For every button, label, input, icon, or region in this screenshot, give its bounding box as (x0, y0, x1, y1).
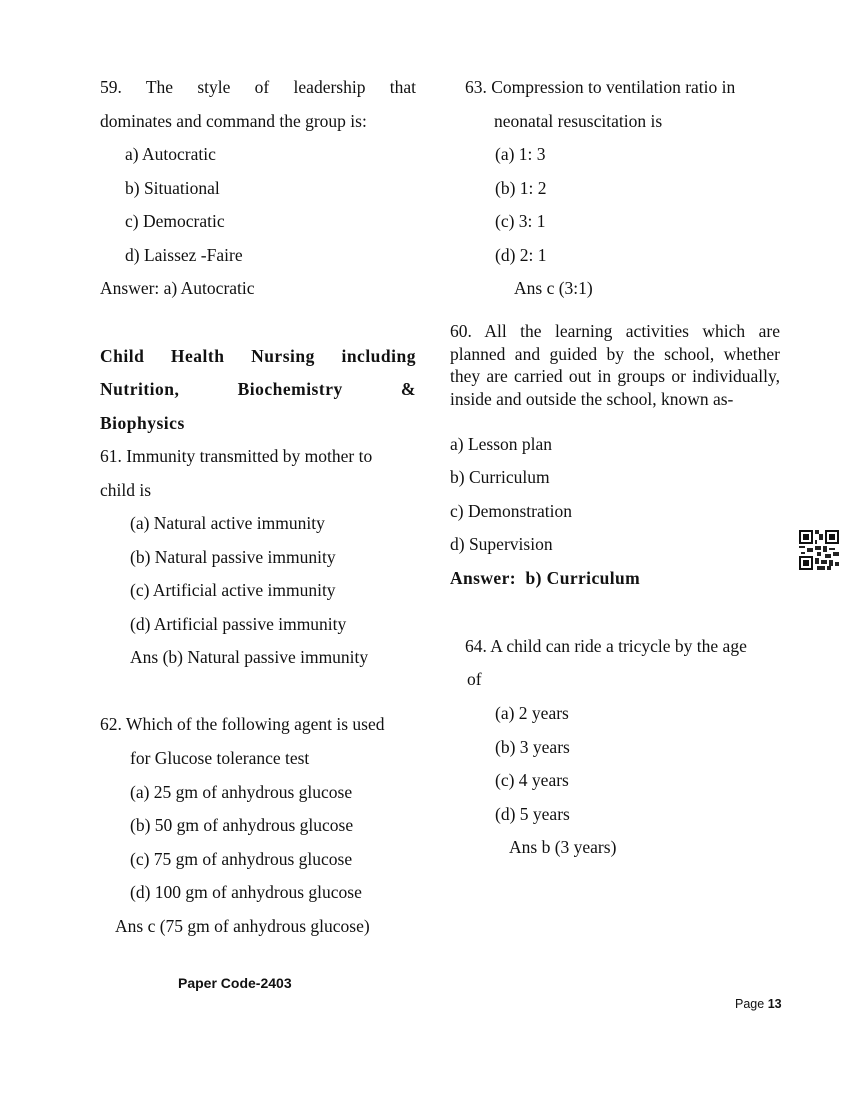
question-text: 61. Immunity transmitted by mother to (100, 446, 373, 466)
option: (b) 1: 2 (495, 178, 547, 198)
option: (b) Natural passive immunity (130, 547, 336, 567)
option: (d) 2: 1 (495, 245, 547, 265)
question-text: 62. Which of the following agent is used (100, 714, 385, 734)
option: (d) 100 gm of anhydrous glucose (130, 882, 362, 902)
option: (c) 4 years (495, 770, 569, 790)
answer-value: b) Curriculum (525, 568, 641, 588)
question-text: 60. All the learning activities which are planned and guided by the school, whether they are carried out in groups or individually, inside and outside the school, known as- (450, 321, 780, 409)
qr-code-icon (799, 530, 839, 570)
section-heading-line: Biophysics (100, 413, 185, 433)
option: c) Demonstration (450, 501, 572, 521)
question-text: dominates and command the group is: (100, 111, 367, 131)
question-text: 63. Compression to ventilation ratio in (465, 77, 736, 97)
option: d) Supervision (450, 534, 553, 554)
option: (a) Natural active immunity (130, 513, 325, 533)
answer (450, 567, 640, 589)
option: (b) 3 years (495, 737, 570, 757)
page-number-value: 13 (767, 997, 782, 1011)
option: (c) 75 gm of anhydrous glucose (130, 849, 353, 869)
answer: Ans c (3:1) (514, 278, 593, 298)
option: (c) Artificial active immunity (130, 580, 336, 600)
paper-code: Paper Code-2403 (178, 975, 292, 991)
section-heading-line: Nutrition, Biochemistry & (100, 379, 416, 399)
option: (d) Artificial passive immunity (130, 614, 347, 634)
option: a) Lesson plan (450, 434, 553, 454)
answer: Answer: a) Autocratic (100, 278, 255, 298)
question-text: 64. A child can ride a tricycle by the age (465, 636, 747, 656)
answer-label: Answer: (450, 568, 516, 588)
option: c) Democratic (125, 211, 225, 231)
section-heading-line: Child Health Nursing including (100, 346, 416, 366)
option: (b) 50 gm of anhydrous glucose (130, 815, 354, 835)
question-text: 59. The style of leadership that (100, 77, 416, 97)
option: b) Curriculum (450, 467, 550, 487)
question-text: for Glucose tolerance test (130, 748, 310, 768)
question-text: neonatal resuscitation is (494, 111, 663, 131)
option: a) Autocratic (125, 144, 216, 164)
option: (c) 3: 1 (495, 211, 546, 231)
option: (a) 1: 3 (495, 144, 546, 164)
option: d) Laissez -Faire (125, 245, 243, 265)
question-text: child is (100, 480, 152, 500)
option: (a) 25 gm of anhydrous glucose (130, 782, 353, 802)
option: b) Situational (125, 178, 220, 198)
answer: Ans (b) Natural passive immunity (130, 647, 369, 667)
page-label: Page (735, 997, 765, 1011)
answer: Ans c (75 gm of anhydrous glucose) (115, 916, 370, 936)
option: (a) 2 years (495, 703, 569, 723)
question-text: of (467, 669, 482, 689)
option: (d) 5 years (495, 804, 570, 824)
answer: Ans b (3 years) (509, 837, 617, 857)
page-number (735, 997, 782, 1011)
